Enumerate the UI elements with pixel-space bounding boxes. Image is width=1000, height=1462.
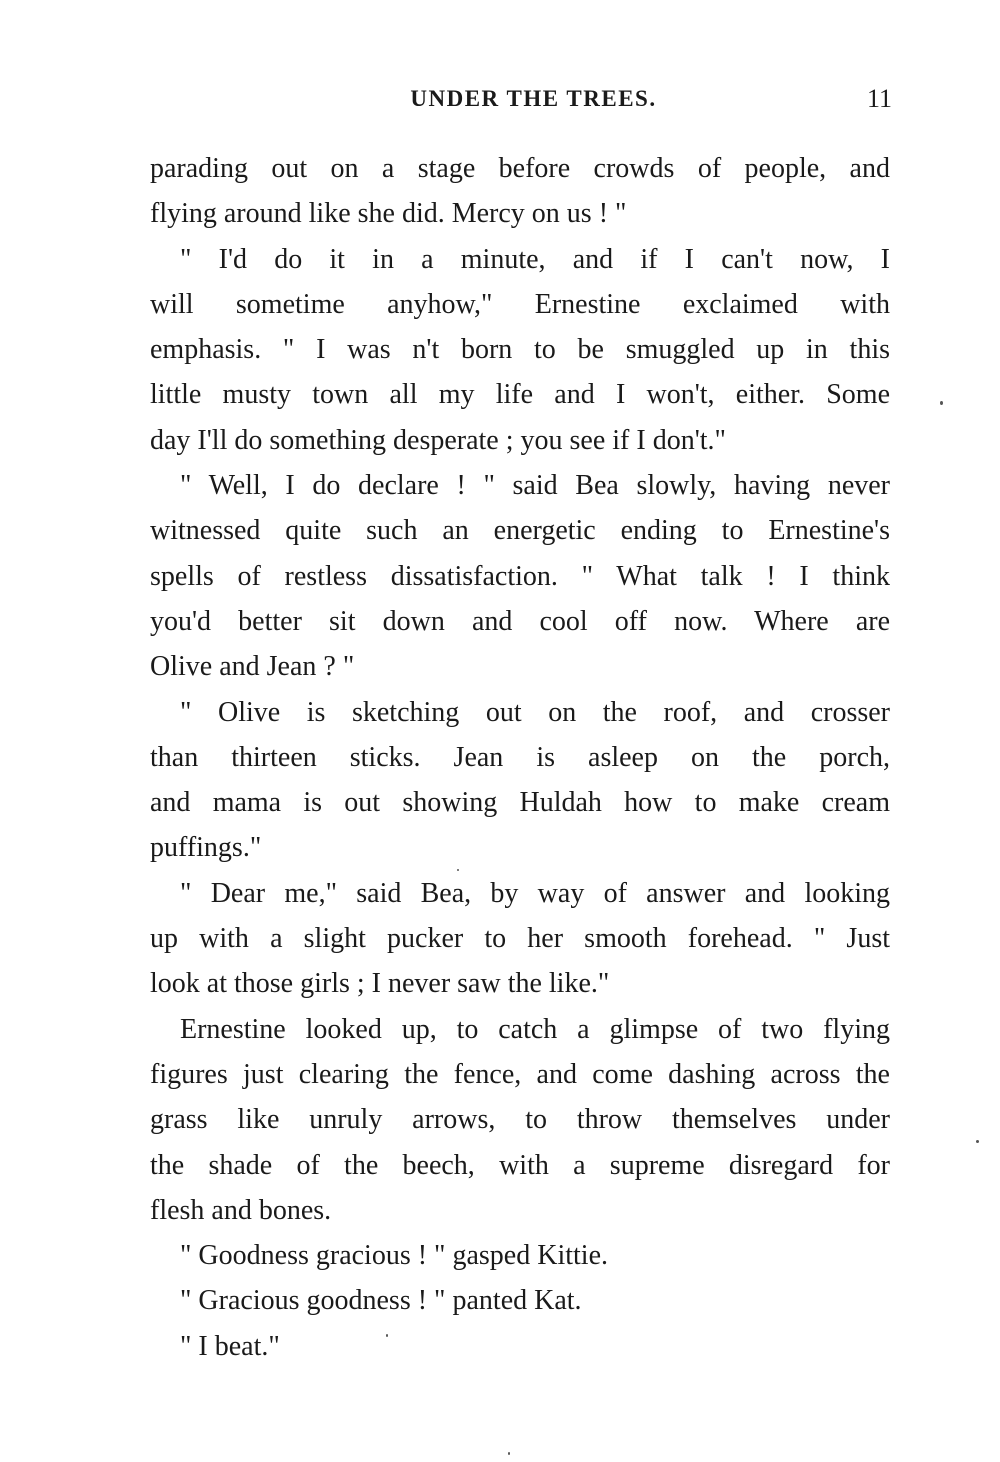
text-line: day I'll do something desperate ; you see if I don't."	[150, 424, 726, 456]
text-line: " I'd do it in a minute, and if I can't now, I	[180, 243, 890, 275]
text-line: spells of restless dissatisfaction. " What talk ! I think	[150, 560, 890, 592]
text-line: little musty town all my life and I won't, either. Some	[150, 379, 890, 411]
speck	[976, 1140, 979, 1143]
text-line: witnessed quite such an energetic ending to Ernestine's	[150, 515, 890, 547]
text-line: you'd better sit down and cool off now. Where are	[150, 605, 890, 637]
body-text	[150, 146, 890, 1369]
text-line: than thirteen sticks. Jean is asleep on the porch,	[150, 741, 890, 773]
text-line: flying around like she did. Mercy on us ! "	[150, 198, 627, 230]
text-line: figures just clearing the fence, and come dashing across the	[150, 1058, 890, 1090]
running-title: UNDER THE TREES.	[410, 86, 657, 111]
text-line: parading out on a stage before crowds of people, and	[150, 153, 890, 184]
text-line: Olive and Jean ? "	[150, 651, 355, 683]
speck	[940, 401, 943, 405]
text-line: look at those girls ; I never saw the like."	[150, 968, 610, 1000]
text-line: up with a slight pucker to her smooth forehead. " Just	[150, 923, 890, 955]
page-number: 11	[866, 84, 892, 113]
text-line: " Goodness gracious ! " gasped Kittie.	[180, 1240, 608, 1272]
text-line: Ernestine looked up, to catch a glimpse of two flying	[180, 1013, 890, 1045]
speck	[508, 1452, 510, 1455]
text-line: " Gracious goodness ! " panted Kat.	[180, 1285, 582, 1317]
text-line: puffings."	[150, 832, 262, 864]
text-line: " I beat."	[180, 1330, 280, 1362]
text-line: flesh and bones.	[150, 1194, 332, 1226]
text-line: " Olive is sketching out on the roof, and crosser	[180, 696, 890, 728]
text-line: grass like unruly arrows, to throw themselves under	[150, 1104, 890, 1136]
running-head	[150, 82, 892, 116]
text-line: emphasis. " I was n't born to be smuggled up in this	[150, 334, 890, 366]
text-line: the shade of the beech, with a supreme disregard for	[150, 1149, 890, 1181]
text-line: and mama is out showing Huldah how to make cream	[150, 787, 890, 819]
speck	[457, 869, 459, 871]
text-line: will sometime anyhow," Ernestine exclaimed with	[150, 288, 890, 320]
text-line: " Dear me," said Bea, by way of answer and looking	[180, 877, 890, 909]
speck	[386, 1334, 388, 1337]
text-line: " Well, I do declare ! " said Bea slowly, having never	[180, 470, 890, 502]
